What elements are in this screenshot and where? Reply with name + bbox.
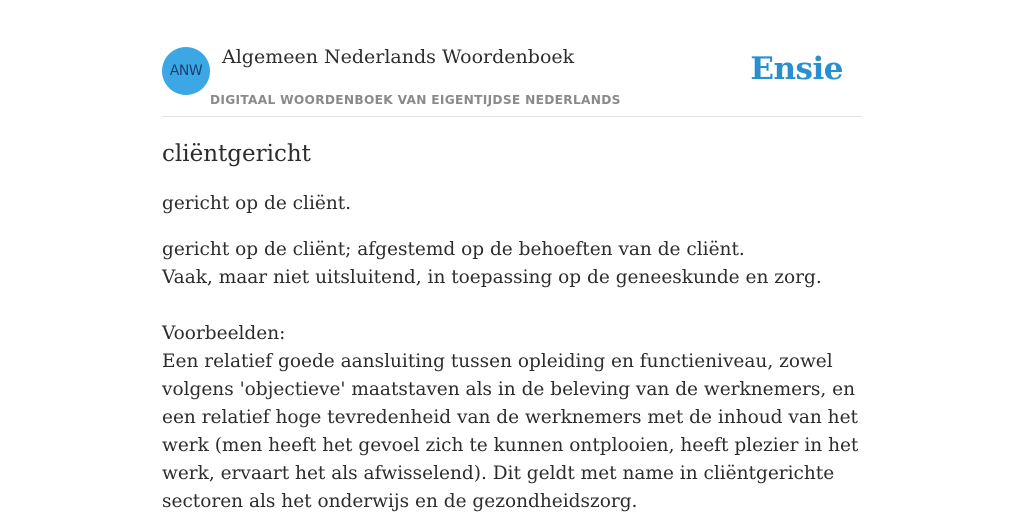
site-title[interactable]: Algemeen Nederlands Woordenboek bbox=[222, 46, 575, 68]
site-header bbox=[162, 38, 862, 117]
entry-body: gericht op de cliënt; afgestemd op de behoeften van de cliënt. Vaak, maar niet uitsluitend, in toepassing op de geneeskunde en zorg. Voorbeelden: Een relatief goede aansluiting tussen opleiding en functieniveau, zowel volgens 'objectieve' maatstaven als in de beleving van de werknemers, en een relatief hoge tevredenheid van de werknemers met de inhoud van het werk (men heeft het gevoel zich te kunnen ontplooien, heeft plezier in het werk, ervaart het als afwisselend). Dit geldt met name in cliëntgerichte sectoren als het onderwijs en de gezondheidszorg. bbox=[162, 239, 859, 512]
entry-headword: cliëntgericht bbox=[162, 141, 311, 167]
entry-content bbox=[162, 136, 862, 512]
anw-logo[interactable]: ANW bbox=[162, 47, 210, 95]
site-subtitle: DIGITAAL WOORDENBOEK VAN EIGENTIJDSE NEDERLANDS bbox=[210, 93, 621, 107]
ensie-brand-link[interactable]: Ensie bbox=[750, 51, 843, 87]
entry-short-definition: gericht op de cliënt. bbox=[162, 193, 352, 214]
